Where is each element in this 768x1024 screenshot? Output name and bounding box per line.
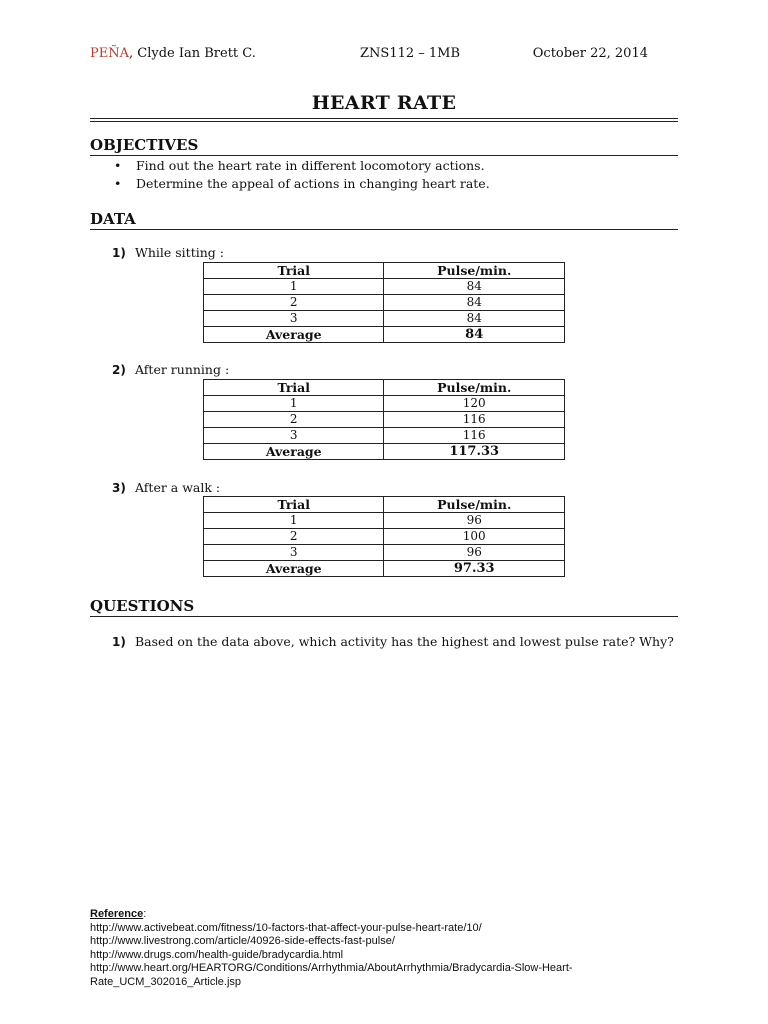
questions-heading: QUESTIONS [90, 597, 678, 617]
sitting-pulse-table [203, 262, 565, 343]
trial-cell: 3 [204, 428, 384, 444]
column-header-trial: Trial [204, 263, 384, 279]
pulse-cell: 116 [384, 412, 565, 428]
walk-pulse-table [203, 496, 565, 577]
table-3-caption: After a walk : [135, 480, 221, 495]
pulse-cell: 96 [384, 513, 565, 529]
student-surname: PEÑA [90, 46, 129, 61]
references-block [90, 908, 690, 989]
question-number: 1) [112, 635, 126, 649]
table-1-caption: While sitting : [135, 245, 224, 260]
objective-item: • Find out the heart rate in different locomotory actions. [112, 157, 490, 175]
table-2-caption: After running : [135, 362, 230, 377]
pulse-cell: 116 [384, 428, 565, 444]
average-label: Average [204, 327, 384, 343]
reference-link: Rate_UCM_302016_Article.jsp [90, 975, 242, 988]
table-row [204, 513, 565, 529]
average-label: Average [204, 561, 384, 577]
question-text: Based on the data above, which activity has the highest and lowest pulse rate? Why? [135, 634, 674, 649]
reference-link: http://www.drugs.com/health-guide/bradycardia.html [90, 948, 344, 961]
table-1-label [112, 245, 224, 260]
pulse-cell: 120 [384, 396, 565, 412]
table-1-number: 1) [112, 246, 126, 260]
column-header-trial: Trial [204, 497, 384, 513]
average-row [204, 444, 565, 460]
student-name [90, 46, 256, 61]
trial-cell: 3 [204, 311, 384, 327]
trial-cell: 3 [204, 545, 384, 561]
pulse-cell: 96 [384, 545, 565, 561]
pulse-cell: 84 [384, 311, 565, 327]
table-row [204, 529, 565, 545]
column-header-pulse: Pulse/min. [384, 263, 565, 279]
reference-link: http://www.livestrong.com/article/40926-side-effects-fast-pulse/ [90, 935, 395, 947]
column-header-pulse: Pulse/min. [384, 497, 565, 513]
table-row [204, 412, 565, 428]
course-code: ZNS112 – 1MB [360, 46, 461, 61]
trial-cell: 1 [204, 513, 384, 529]
question-item [112, 634, 674, 649]
trial-cell: 1 [204, 396, 384, 412]
objectives-list [112, 157, 490, 193]
document-header [90, 46, 678, 66]
table-row [204, 396, 565, 412]
document-date: October 22, 2014 [532, 46, 648, 61]
table-row [204, 545, 565, 561]
table-2-label [112, 362, 229, 377]
table-2-number: 2) [112, 363, 126, 377]
page-title: HEART RATE [311, 92, 457, 114]
references-colon: : [143, 908, 147, 920]
trial-cell: 1 [204, 279, 384, 295]
running-pulse-table [203, 379, 565, 460]
references-heading: Reference [90, 908, 144, 920]
pulse-cell: 84 [384, 295, 565, 311]
table-header-row [204, 497, 565, 513]
average-value: 117.33 [384, 444, 565, 460]
title-rule-bottom [90, 121, 678, 122]
reference-link: http://www.activebeat.com/fitness/10-factors-that-affect-your-pulse-heart-rate/10/ [90, 921, 482, 934]
trial-cell: 2 [204, 529, 384, 545]
trial-cell: 2 [204, 295, 384, 311]
column-header-pulse: Pulse/min. [384, 380, 565, 396]
title-rule-top [90, 118, 678, 119]
trial-cell: 2 [204, 412, 384, 428]
table-3-label [112, 480, 220, 495]
average-row [204, 561, 565, 577]
average-value: 97.33 [384, 561, 565, 577]
average-row [204, 327, 565, 343]
table-3-number: 3) [112, 481, 126, 495]
objectives-heading: OBJECTIVES [90, 136, 678, 156]
table-row [204, 295, 565, 311]
table-header-row [204, 380, 565, 396]
average-label: Average [204, 444, 384, 460]
table-row [204, 279, 565, 295]
column-header-trial: Trial [204, 380, 384, 396]
pulse-cell: 100 [384, 529, 565, 545]
references-heading-line [90, 908, 690, 922]
data-heading: DATA [90, 210, 678, 230]
table-row [204, 311, 565, 327]
table-header-row [204, 263, 565, 279]
table-row [204, 428, 565, 444]
student-given-name: , Clyde Ian Brett C. [129, 46, 256, 61]
objective-item: • Determine the appeal of actions in changing heart rate. [112, 175, 490, 193]
pulse-cell: 84 [384, 279, 565, 295]
reference-link: http://www.heart.org/HEARTORG/Conditions/Arrhythmia/AboutArrhythmia/Bradycardia-Slow-Heart- [90, 962, 573, 974]
average-value: 84 [384, 327, 565, 343]
